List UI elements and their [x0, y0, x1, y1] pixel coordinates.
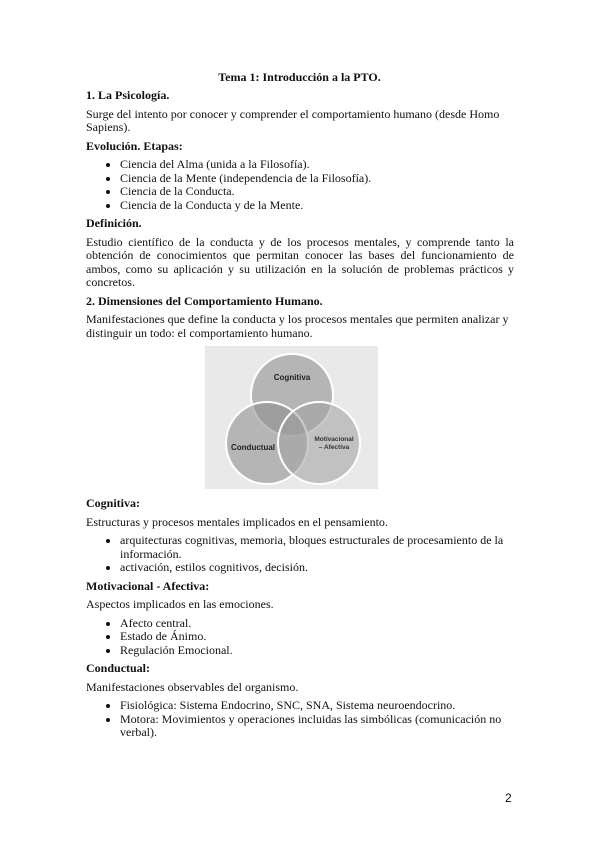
- list-item: • Fisiológica: Sistema Endocrino, SNC, SNA, Sistema neuroendocrino.: [120, 699, 514, 713]
- list-item: • activación, estilos cognitivos, decisión.: [120, 561, 514, 575]
- list-item: • arquitecturas cognitivas, memoria, bloques estructurales de procesamiento de la información.: [120, 534, 514, 561]
- document-title: Tema 1: Introducción a la PTO.: [218, 70, 381, 84]
- motivacional-heading: Motivacional - Afectiva:: [86, 578, 210, 593]
- motivacional-desc: Aspectos implicados en las emociones.: [86, 597, 274, 611]
- venn-diagram: [205, 346, 378, 489]
- cognitiva-desc: Estructuras y procesos mentales implicados en el pensamiento.: [86, 514, 388, 529]
- evolution-heading: Evolución. Etapas:: [86, 138, 183, 153]
- venn-circle-motivacional: [278, 402, 360, 484]
- section-1-intro: Surge del intento por conocer y comprender el comportamiento humano (desde Homo Sapiens).: [86, 106, 500, 134]
- venn-label-conductual: Conductual: [231, 443, 275, 452]
- cognitiva-list: [86, 534, 514, 575]
- document-body: [86, 89, 514, 745]
- section-2-intro: Manifestaciones que define la conducta y los procesos mentales que permiten analizar y distinguir un todo: el comportamiento humano.: [86, 312, 509, 340]
- page-number: 2: [505, 791, 512, 805]
- motivacional-list: [86, 617, 514, 658]
- list-item: • Ciencia de la Mente (independencia de la Filosofía).: [120, 172, 514, 186]
- definition-heading: Definición.: [86, 216, 142, 230]
- list-item: • Motora: Movimientos y operaciones incluidas las simbólicas (comunicación no verbal).: [120, 713, 514, 740]
- section-2-heading: 2. Dimensiones del Comportamiento Humano.: [86, 293, 323, 308]
- list-item: • Estado de Ánimo.: [120, 630, 514, 644]
- venn-label-afectiva: – Afectiva: [318, 444, 350, 451]
- evolution-stages-list: [86, 158, 514, 212]
- conductual-desc: Manifestaciones observables del organismo.: [86, 679, 299, 694]
- list-item: • Ciencia de la Conducta y de la Mente.: [120, 199, 514, 213]
- conductual-heading: Conductual:: [86, 661, 151, 675]
- section-1-heading: 1. La Psicología.: [86, 88, 170, 102]
- venn-label-motivacional: Motivacional: [314, 436, 354, 443]
- list-item: • Ciencia de la Conducta.: [120, 185, 514, 199]
- conductual-list: [86, 699, 514, 740]
- list-item: • Regulación Emocional.: [120, 644, 514, 658]
- venn-label-cognitiva: Cognitiva: [273, 373, 311, 382]
- list-item: • Afecto central.: [120, 617, 514, 631]
- list-item: • Ciencia del Alma (unida a la Filosofía).: [120, 158, 514, 172]
- cognitiva-heading: Cognitiva:: [86, 496, 140, 510]
- definition-text: Estudio científico de la conducta y de los procesos mentales, y comprende tanto la obtención de conocimientos que permitan conocer las bases del funcionamiento de ambos, como su aplicación y su utilización en la solución de problemas prácticos y concretos.: [86, 234, 514, 289]
